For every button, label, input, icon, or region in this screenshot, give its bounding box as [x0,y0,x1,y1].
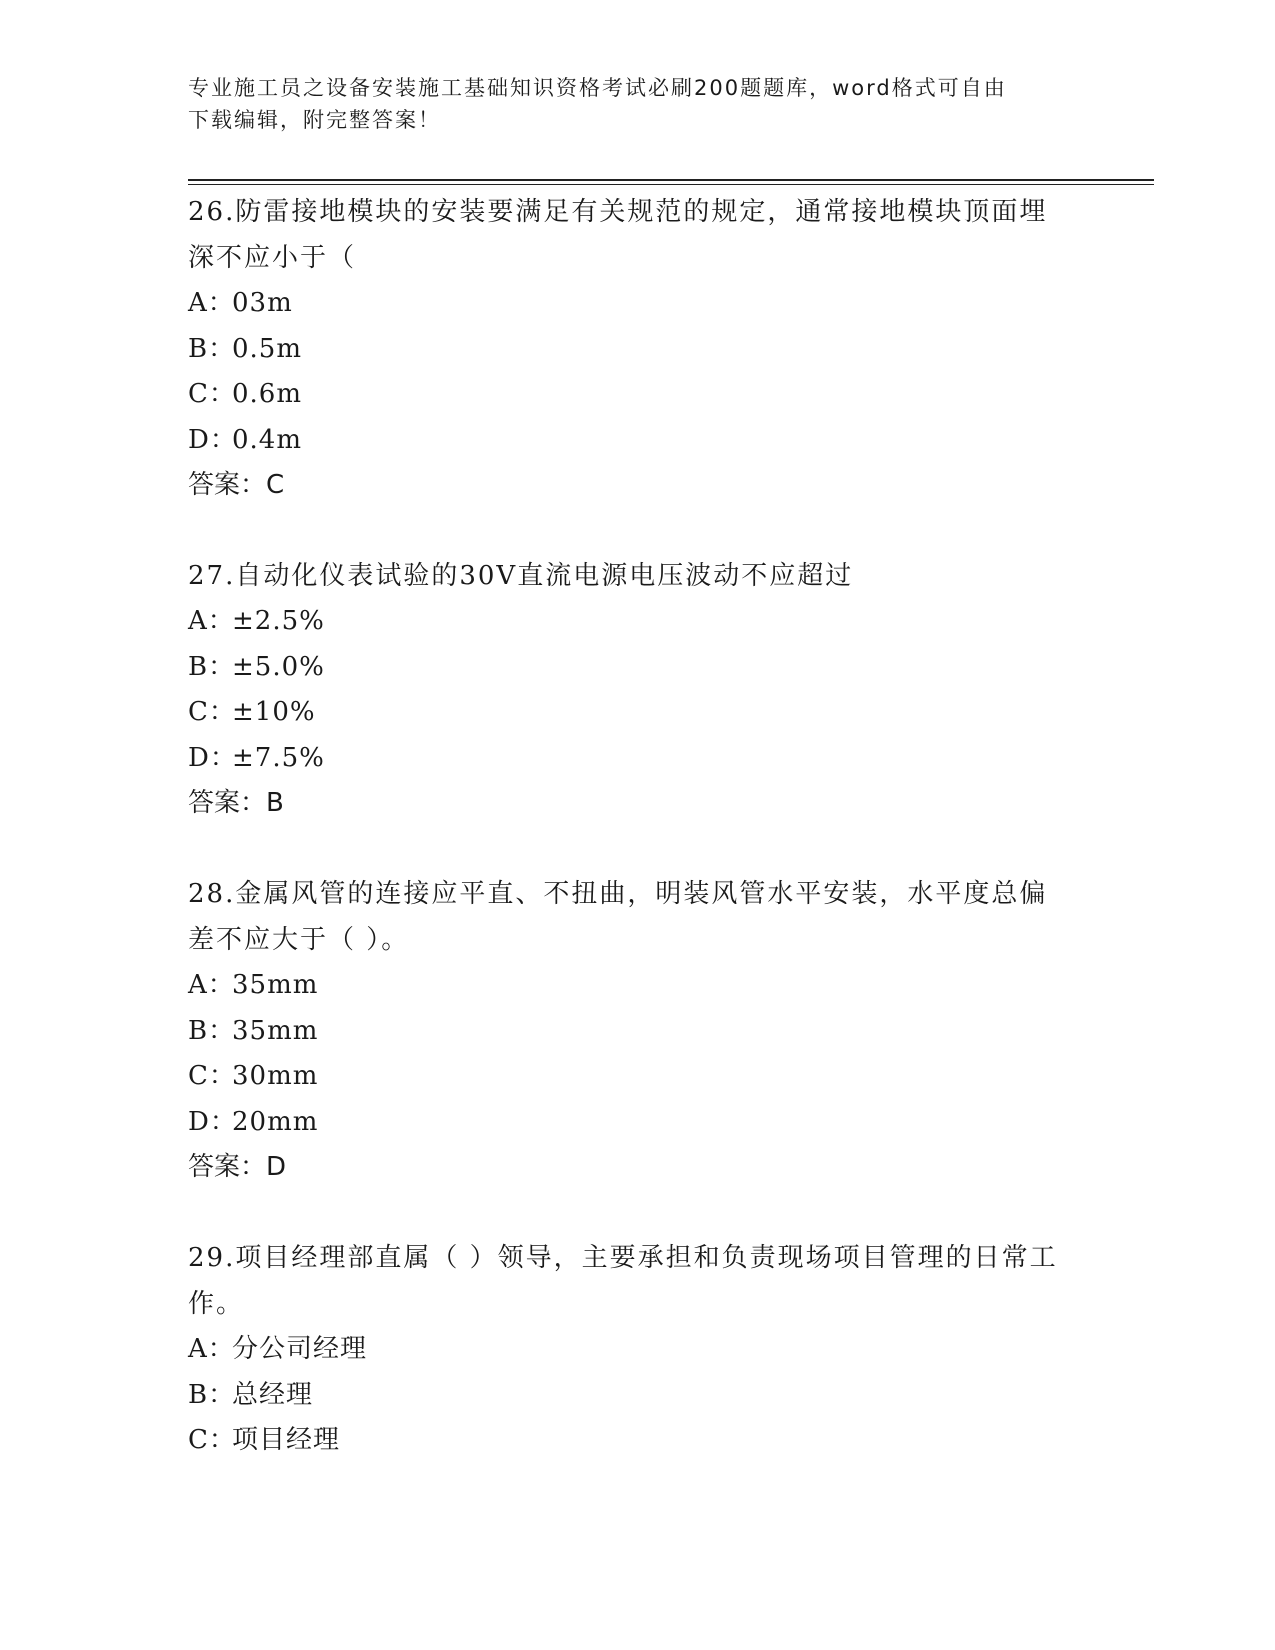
question-stem: 28.金属风管的连接应平直、不扭曲，明装风管水平安装，水平度总偏差不应大于（ ）。 [188,879,1048,955]
question-29 [188,1235,1088,1464]
option-text: 项目经理 [232,1425,341,1455]
header-divider-thick [188,179,1154,181]
option-d [188,418,1088,464]
question-list [188,189,1088,1510]
option-key: C： [188,697,236,727]
document-header [188,72,1068,136]
option-text: 分公司经理 [232,1334,368,1364]
option-key: C： [188,379,236,409]
option-key: B： [188,651,236,682]
option-text: 35mm [232,970,319,1000]
header-line-1: 专业施工员之设备安装施工基础知识资格考试必刷200题题库，word格式可自由 [188,76,1007,100]
question-stem: 29.项目经理部直属（ ）领导，主要承担和负责现场项目管理的日常工作。 [188,1243,1058,1319]
option-key: A： [188,288,235,318]
option-b [188,1009,1088,1055]
option-b [188,1373,1088,1419]
question-28 [188,871,1088,1189]
option-d [188,1100,1088,1146]
option-text: 30mm [232,1061,319,1091]
option-text: 0.6m [232,379,303,409]
option-key: B： [188,1015,236,1046]
header-line-2: 下载编辑，附完整答案！ [188,108,441,132]
option-key: B： [188,333,236,364]
option-text: 0.5m [232,333,303,364]
option-c [188,1418,1088,1464]
option-text: 0.4m [232,424,303,455]
answer-line: 答案：B [188,788,284,818]
question-26 [188,189,1088,507]
answer-line: 答案：C [188,470,285,500]
option-key: B： [188,1379,236,1410]
option-c [188,690,1088,736]
option-key: A： [188,1334,235,1364]
question-stem: 27.自动化仪表试验的30V直流电源电压波动不应超过 [188,561,854,591]
option-key: A： [188,606,235,636]
option-key: D： [188,1106,237,1137]
option-text: ±5.0% [232,651,325,682]
option-a [188,963,1088,1009]
option-b [188,327,1088,373]
option-a [188,599,1088,645]
option-key: D： [188,424,237,455]
option-d [188,736,1088,782]
option-key: A： [188,970,235,1000]
option-text: ±10% [232,697,316,727]
option-a [188,1327,1088,1373]
option-key: C： [188,1425,236,1455]
option-key: C： [188,1061,236,1091]
option-a [188,281,1088,327]
option-text: 03m [232,288,293,318]
answer-line: 答案：D [188,1152,287,1182]
option-text: ±7.5% [232,742,325,773]
option-text: 20mm [232,1106,319,1137]
option-c [188,372,1088,418]
header-divider-thin [188,184,1154,185]
question-stem: 26.防雷接地模块的安装要满足有关规范的规定，通常接地模块顶面埋深不应小于（ [188,197,1048,273]
option-text: 总经理 [232,1379,314,1410]
option-b [188,645,1088,691]
option-text: 35mm [232,1015,319,1046]
option-text: ±2.5% [232,606,325,636]
question-27 [188,553,1088,825]
option-c [188,1054,1088,1100]
option-key: D： [188,742,237,773]
